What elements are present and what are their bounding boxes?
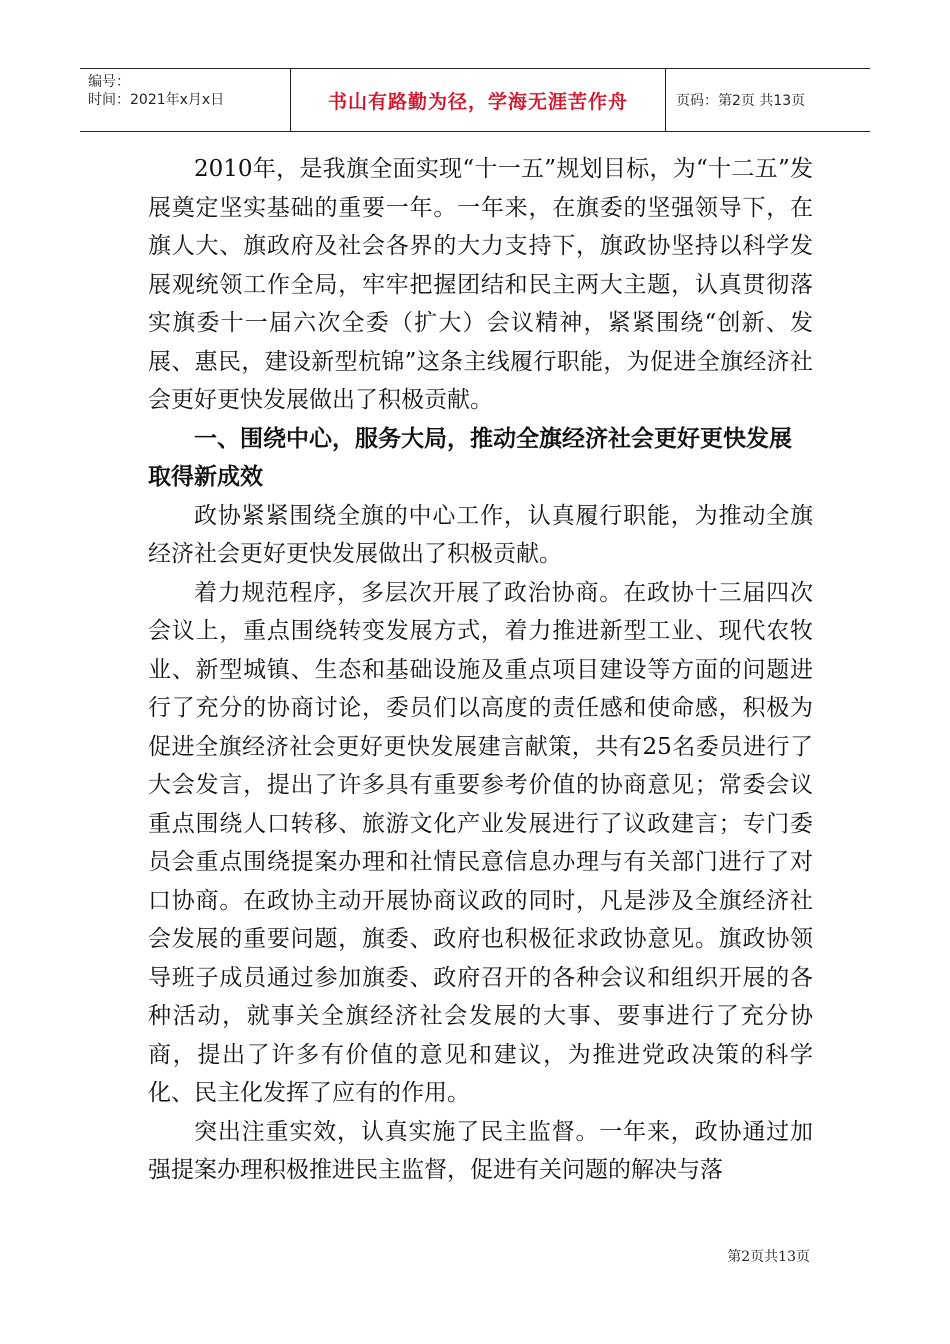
header-page-label: 页码：第2页 共13页 (676, 93, 806, 109)
header-motto: 书山有路勤为径，学海无涯苦作舟 (291, 69, 666, 131)
page-footer: 第2页共13页 (727, 1249, 810, 1265)
document-body (148, 150, 813, 1190)
time-label: 时间：2021年x月x日 (88, 92, 225, 108)
paragraph-3: 着力规范程序，多层次开展了政治协商。在政协十三届四次会议上，重点围绕转变发展方式，着力推进新型工业、现代农牧业、新型城镇、生态和基础设施及重点项目建设等方面的问题进行了充分的协商讨论，委员们以高度的责任感和使命感，积极为促进全旗经济社会更好更快发展建言献策，共有25名委员进行了大会发言，提出了许多具有重要参考价值的协商意见；常委会议重点围绕人口转移、旅游文化产业发展进行了议政建言；专门委员会重点围绕提案办理和社情民意信息办理与有关部门进行了对口协商。在政协主动开展协商议政的同时，凡是涉及全旗经济社会发展的重要问题，旗委、政府也积极征求政协意见。旗政协领导班子成员通过参加旗委、政府召开的各种会议和组织开展的各种活动，就事关全旗经济社会发展的大事、要事进行了充分协商，提出了许多有价值的意见和建议，为推进党政决策的科学化、民主化发挥了应有的作用。 (148, 579, 813, 1106)
paragraph-4: 突出注重实效，认真实施了民主监督。一年来，政协通过加强提案办理积极推进民主监督，促进有关问题的解决与落 (148, 1118, 813, 1183)
header-meta (80, 69, 291, 131)
section-heading-1: 一、围绕中心，服务大局，推动全旗经济社会更好更快发展取得新成效 (148, 425, 792, 490)
number-label: 编号： (88, 74, 130, 90)
paragraph-2: 政协紧紧围绕全旗的中心工作，认真履行职能，为推动全旗经济社会更好更快发展做出了积极贡献。 (148, 502, 813, 567)
paragraph-intro: 2010年，是我旗全面实现“十一五”规划目标，为“十二五”发展奠定坚实基础的重要一年。一年来，在旗委的坚强领导下，在旗人大、旗政府及社会各界的大力支持下，旗政协坚持以科学发展观统领工作全局，牢牢把握团结和民主两大主题，认真贯彻落实旗委十一届六次全委（扩大）会议精神，紧紧围绕“创新、发展、惠民，建设新型杭锦”这条主线履行职能，为促进全旗经济社会更好更快发展做出了积极贡献。 (148, 156, 813, 413)
page-header (80, 68, 870, 132)
